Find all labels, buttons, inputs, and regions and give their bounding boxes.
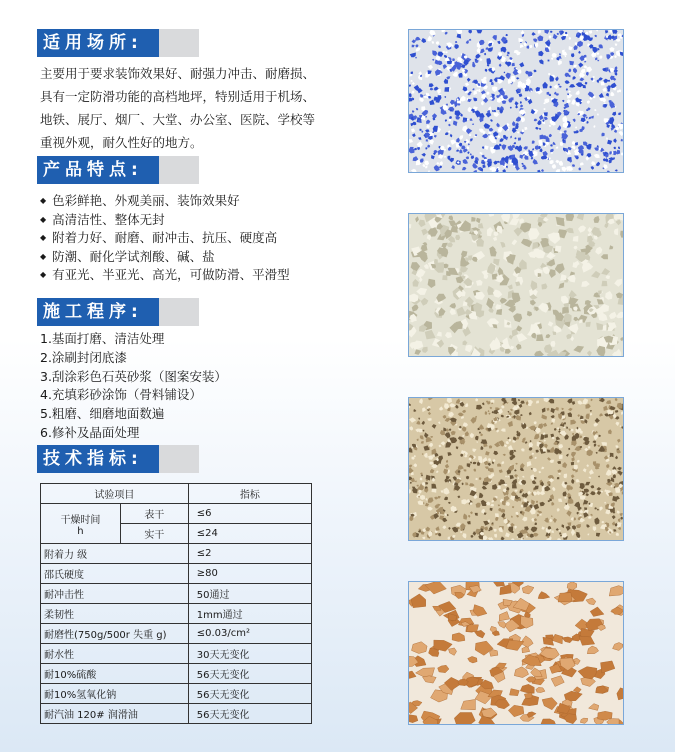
- orange-terrazzo-sample: [408, 581, 624, 725]
- procedure-step: 5.粗磨、细磨地面数遍: [40, 406, 165, 422]
- spec-value: 50通过: [188, 584, 311, 604]
- spec-row: [41, 564, 312, 584]
- stone-chip: [559, 455, 563, 459]
- stone-chip: [518, 138, 521, 141]
- stone-chip: [410, 482, 412, 484]
- procedure-step: 1.基面打磨、清洁处理: [40, 331, 165, 346]
- stone-chip: [512, 484, 517, 489]
- texture-image: [409, 398, 623, 540]
- spec-row: [41, 624, 312, 644]
- stone-chip: [586, 322, 591, 327]
- spec-table: [40, 483, 312, 724]
- blue-terrazzo-sample: [408, 29, 624, 173]
- specs-title: 技术指标:: [37, 445, 159, 473]
- spec-value: 1mm通过: [188, 604, 311, 624]
- drying-time-label: [41, 504, 121, 544]
- spec-header-item: 试验项目: [41, 484, 189, 504]
- spec-item: 耐冲击性: [41, 584, 189, 604]
- stone-chip: [588, 446, 590, 448]
- spec-value: ≥80: [188, 564, 311, 584]
- spec-item: 耐10%氢氧化钠: [41, 684, 189, 704]
- application-title: 适用场所:: [37, 29, 159, 57]
- features-heading: [37, 156, 199, 184]
- spec-header-row: [41, 484, 312, 504]
- procedure-step: 2.涂刷封闭底漆: [40, 349, 127, 365]
- drying-surface-value: ≤6: [188, 504, 311, 524]
- stone-chip: [504, 72, 505, 73]
- application-heading: [37, 29, 199, 57]
- stone-chip: [601, 82, 605, 86]
- stone-chip: [601, 281, 607, 287]
- spec-row: [41, 644, 312, 664]
- heading-bar: [159, 445, 199, 473]
- spec-row: [41, 684, 312, 704]
- spec-item: 耐汽油 120# 润滑油: [41, 704, 189, 724]
- application-line: 地铁、展厅、烟厂、大堂、办公室、医院、学校等: [40, 112, 316, 127]
- spec-item: 耐磨性(750g/500r 失重 g): [41, 624, 189, 644]
- procedure-heading: [37, 298, 199, 326]
- feature-item: ◆ 防潮、耐化学试剂酸、碱、盐: [40, 248, 290, 267]
- stone-chip: [548, 60, 550, 62]
- spec-value: ≤0.03/cm²: [188, 624, 311, 644]
- spec-row: [41, 604, 312, 624]
- stone-chip: [467, 625, 479, 632]
- stone-chip: [512, 63, 515, 66]
- texture-image: [409, 214, 623, 356]
- spec-header-value: 指标: [188, 484, 311, 504]
- spec-value: 30天无变化: [188, 644, 311, 664]
- heading-bar: [159, 298, 199, 326]
- spec-value: 56天无变化: [188, 704, 311, 724]
- feature-item: ◆ 附着力好、耐磨、耐冲击、抗压、硬度高: [40, 229, 290, 248]
- heading-bar: [159, 156, 199, 184]
- stone-chip: [426, 139, 428, 141]
- stone-chip: [538, 273, 542, 277]
- spec-row: [41, 664, 312, 684]
- stone-chip: [444, 87, 449, 92]
- spec-item: 耐10%硫酸: [41, 664, 189, 684]
- feature-item: ◆ 有亚光、半亚光、高光，可做防滑、平滑型: [40, 266, 290, 285]
- drying-solid-value: ≤24: [188, 524, 311, 544]
- stone-chip: [445, 471, 447, 473]
- spec-value: 56天无变化: [188, 664, 311, 684]
- spec-row-drying-surface: [41, 504, 312, 524]
- spec-value: 56天无变化: [188, 684, 311, 704]
- features-list: [40, 192, 290, 285]
- spec-row: [41, 704, 312, 724]
- stone-chip: [409, 224, 411, 228]
- stone-chip: [568, 75, 570, 78]
- stone-chip: [520, 511, 522, 513]
- spec-value: ≤2: [188, 544, 311, 564]
- spec-item: 邵氏硬度: [41, 564, 189, 584]
- application-text: [40, 62, 370, 154]
- spec-row: [41, 544, 312, 564]
- spec-row: [41, 584, 312, 604]
- drying-solid-name: 实干: [120, 524, 188, 544]
- feature-item: ◆ 高清洁性、整体无封: [40, 211, 290, 230]
- beige-terrazzo-sample: [408, 397, 624, 541]
- spec-item: 柔韧性: [41, 604, 189, 624]
- specs-heading: [37, 445, 199, 473]
- white-terrazzo-sample: [408, 213, 624, 357]
- stone-chip: [491, 167, 496, 172]
- spec-item: 附着力 级: [41, 544, 189, 564]
- texture-image: [409, 30, 623, 172]
- spec-item: 耐水性: [41, 644, 189, 664]
- texture-image: [409, 582, 623, 724]
- stone-chip: [420, 129, 422, 131]
- procedure-title: 施工程序:: [37, 298, 159, 326]
- application-line: 重视外观，耐久性好的地方。: [40, 135, 203, 150]
- drying-time-line1: 干燥时间: [60, 514, 101, 526]
- stone-chip: [447, 61, 452, 64]
- drying-time-line2: h: [77, 525, 84, 537]
- procedure-step: 6.修补及晶面处理: [40, 424, 140, 440]
- heading-bar: [159, 29, 199, 57]
- stone-chip: [586, 109, 588, 111]
- stone-chip: [442, 275, 447, 280]
- procedure-step: 3.刮涂彩色石英砂浆（图案安装）: [40, 368, 227, 384]
- drying-surface-name: 表干: [120, 504, 188, 524]
- feature-item: ◆ 色彩鲜艳、外观美丽、装饰效果好: [40, 192, 290, 211]
- stone-chip: [571, 462, 574, 465]
- features-title: 产品特点:: [37, 156, 159, 184]
- stone-chip: [558, 593, 572, 602]
- stone-chip: [495, 513, 499, 517]
- procedure-steps: [40, 330, 227, 443]
- application-line: 主要用于要求装饰效果好、耐强力冲击、耐磨损、: [40, 66, 316, 81]
- procedure-step: 4.充填彩砂涂饰（骨料铺设）: [40, 387, 202, 403]
- application-line: 具有一定防滑功能的高档地坪，特别适用于机场、: [40, 89, 316, 104]
